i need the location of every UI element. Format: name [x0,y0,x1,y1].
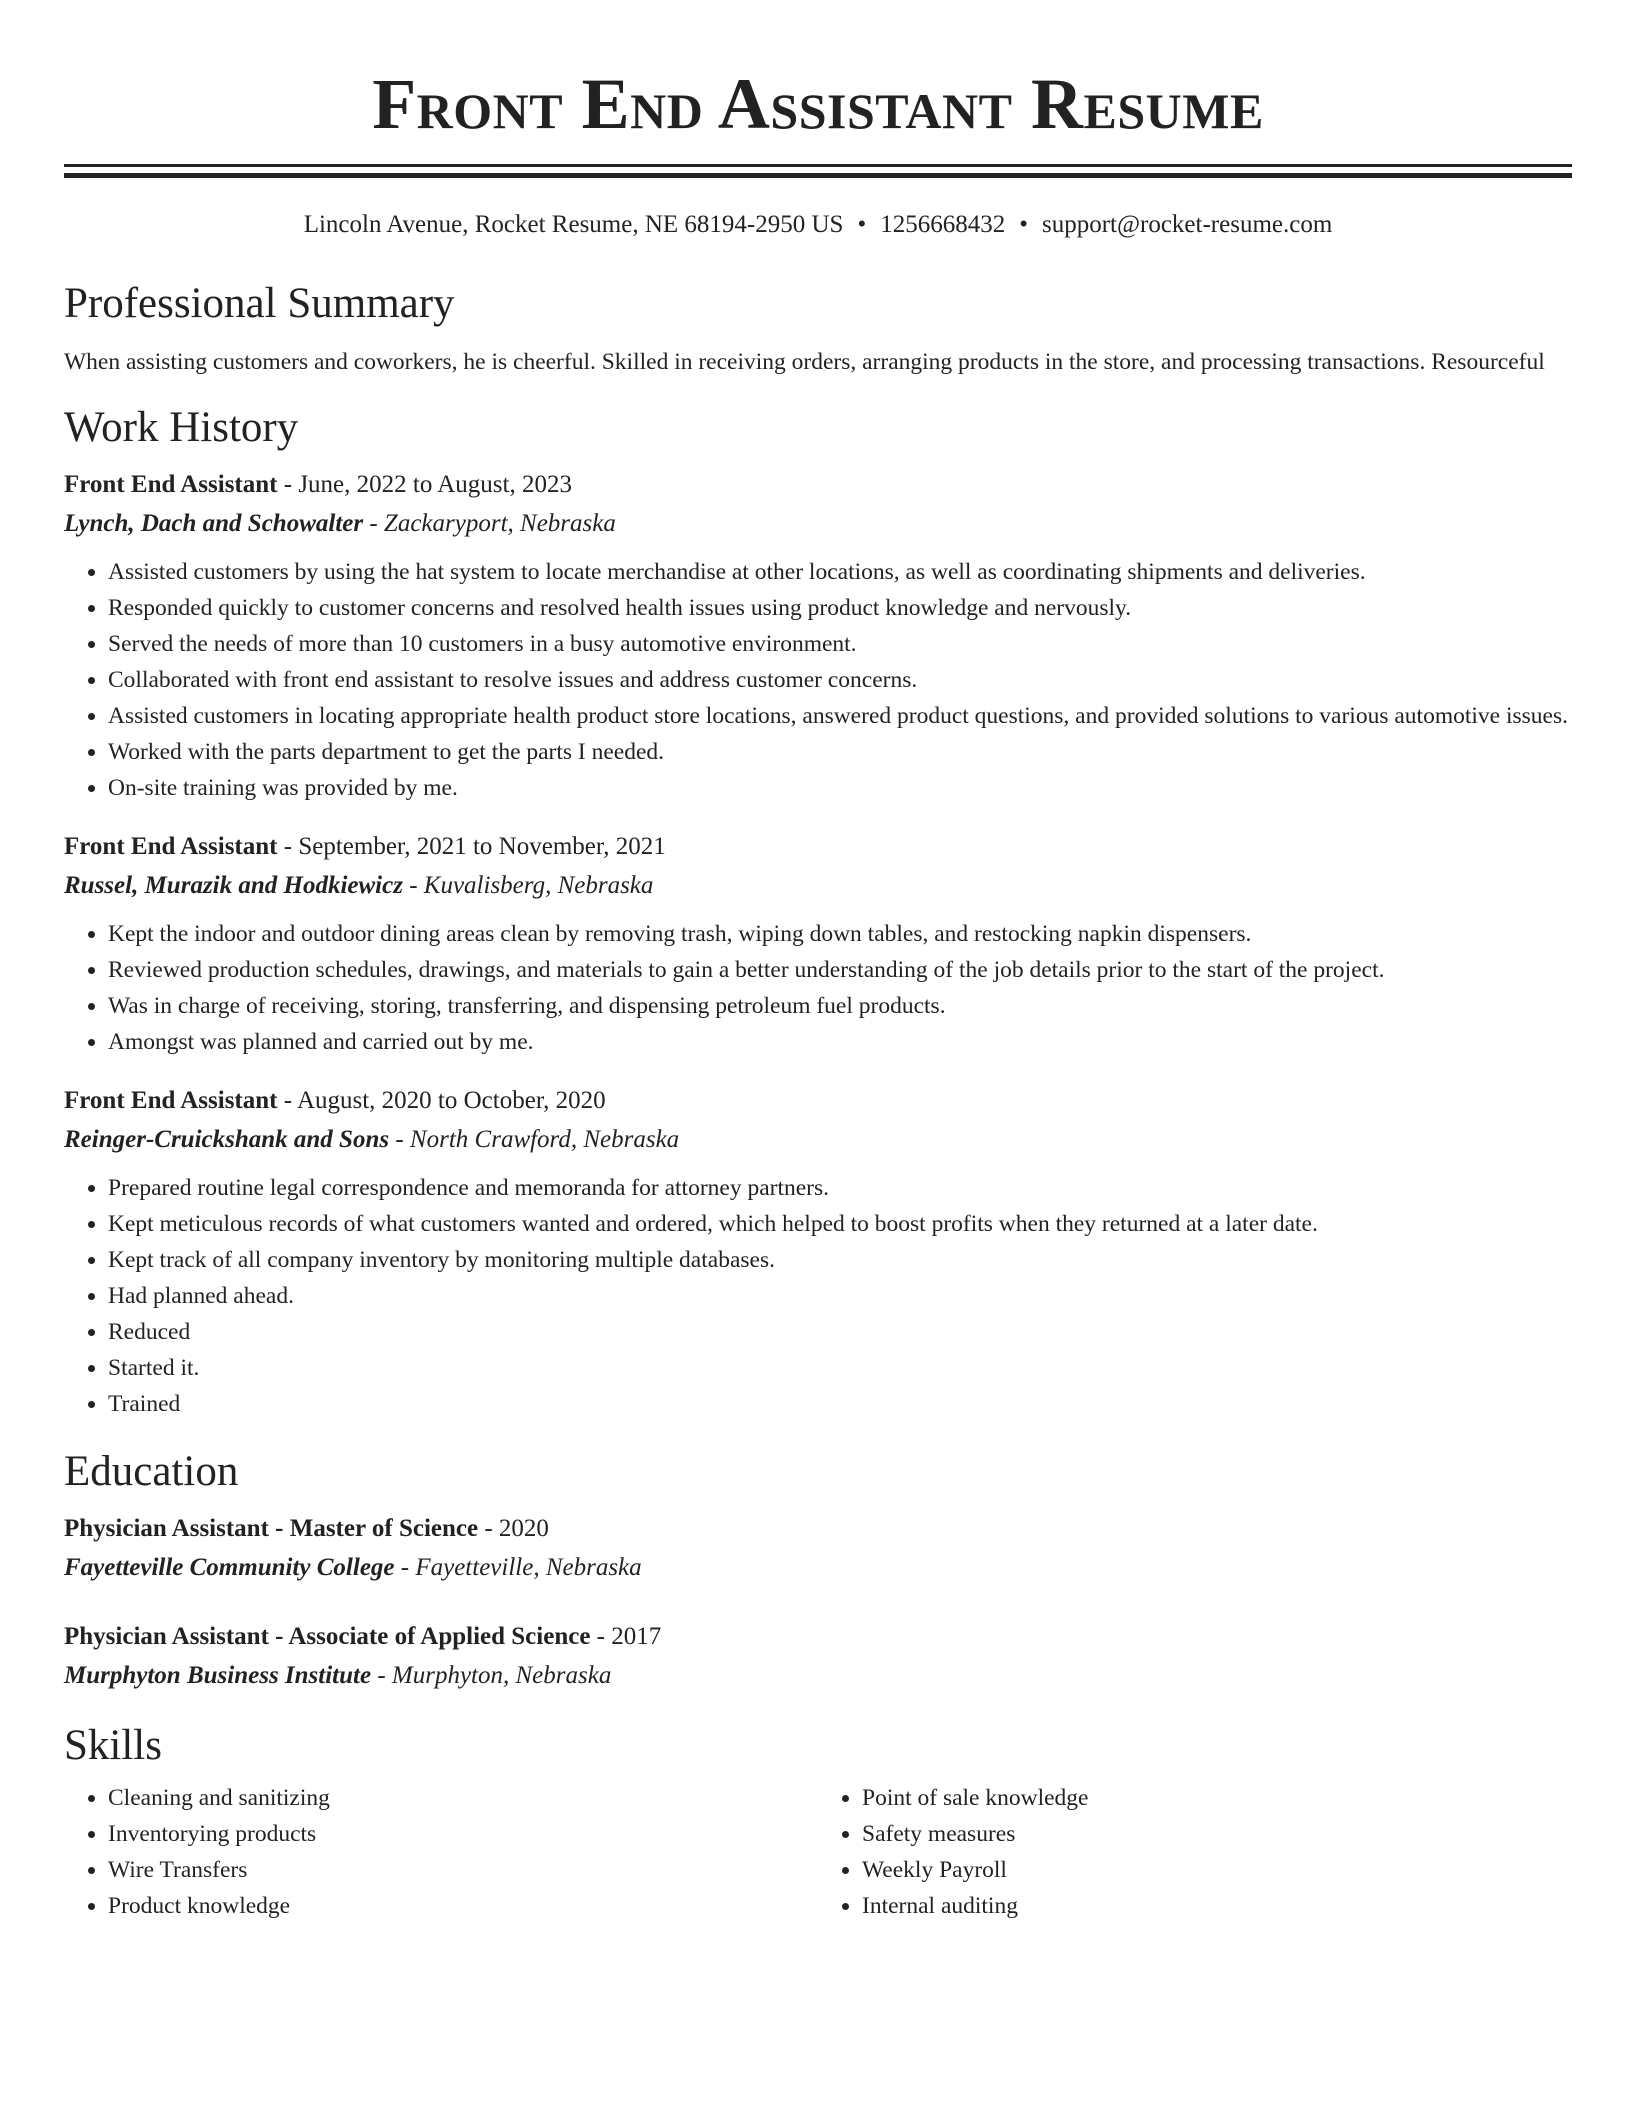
list-item: • Prepared routine legal correspondence and memoranda for attorney partners. [108,1170,1572,1206]
list-item: • Safety measures [862,1816,1572,1852]
job-entry [64,1082,1572,1422]
contact-line [64,208,1572,242]
title-rule-thin [64,164,1572,167]
list-item: • Had planned ahead. [108,1278,1572,1314]
job-role: Front End Assistant [64,471,278,498]
list-item: • Reviewed production schedules, drawings, and materials to gain a better understanding of the job details prior to the start of the project. [108,952,1572,988]
education-year: - 2020 [478,1515,549,1542]
list-item: • Internal auditing [862,1888,1572,1924]
job-location: - Kuvalisberg, Nebraska [402,872,654,899]
contact-separator: • [1019,211,1028,238]
contact-email: support@rocket-resume.com [1041,211,1333,238]
summary-text: When assisting customers and coworkers, he is cheerful. Skilled in receiving orders, arranging products in the store, and processing transactions. Resourceful [64,349,1545,375]
work-history-section [64,402,1572,1422]
education-degree-line [64,1510,1572,1548]
job-location: - Zackaryport, Nebraska [363,510,616,537]
job-title-line [64,466,1572,504]
education-school: Murphyton Business Institute [64,1662,372,1689]
list-item: • Started it. [108,1350,1572,1386]
education-school: Fayetteville Community College [64,1554,395,1581]
education-degree: Physician Assistant - Associate of Applied Science [64,1623,591,1650]
education-degree-line [64,1618,1572,1656]
skills-columns [64,1780,1572,1924]
skills-right-column [818,1780,1572,1924]
list-item: • Cleaning and sanitizing [108,1780,818,1816]
list-item: • Weekly Payroll [862,1852,1572,1888]
job-title-line [64,1082,1572,1120]
contact-address: Lincoln Avenue, Rocket Resume, NE 68194-2950 US [303,211,844,238]
list-item: • Amongst was planned and carried out by me. [108,1024,1572,1060]
education-year: - 2017 [590,1623,662,1650]
job-role: Front End Assistant [64,1087,278,1114]
title-rule-thick [64,173,1572,178]
list-item: • Reduced [108,1314,1572,1350]
education-school-line [64,1548,1572,1588]
skills-heading: Skills [64,1722,162,1769]
list-item: • Responded quickly to customer concerns and resolved health issues using product knowledge and nervously. [108,590,1572,626]
list-item: • Inventorying products [108,1816,818,1852]
job-bullets [64,1170,1572,1422]
job-company-line [64,504,1572,544]
work-history-heading: Work History [64,404,299,451]
list-item: • Kept meticulous records of what customers wanted and ordered, which helped to boost profits when they returned at a later date. [108,1206,1572,1242]
education-entry [64,1618,1572,1696]
skills-left-column [64,1780,818,1924]
job-dates: - August, 2020 to October, 2020 [277,1087,606,1114]
contact-separator: • [857,211,867,238]
resume-page [64,0,1572,1924]
job-company: Reinger-Cruickshank and Sons [64,1126,390,1153]
list-item: • Served the needs of more than 10 customers in a busy automotive environment. [108,626,1572,662]
education-section [64,1446,1572,1696]
education-degree: Physician Assistant - Master of Science [64,1515,479,1542]
contact-phone: 1256668432 [880,211,1006,238]
skills-section [64,1720,1572,1924]
education-location: - Fayetteville, Nebraska [394,1554,642,1581]
list-item: • Assisted customers in locating appropriate health product store locations, answered product questions, and provided solutions to various automotive issues. [108,698,1572,734]
list-item: • Product knowledge [108,1888,818,1924]
job-dates: - June, 2022 to August, 2023 [277,471,572,498]
job-company: Lynch, Dach and Schowalter [64,510,364,537]
list-item: • Worked with the parts department to get the parts I needed. [108,734,1572,770]
list-item: • Assisted customers by using the hat system to locate merchandise at other locations, as well as coordinating shipments and deliveries. [108,554,1572,590]
job-role: Front End Assistant [64,833,278,860]
education-school-line [64,1656,1572,1696]
job-location: - North Crawford, Nebraska [389,1126,680,1153]
job-bullets [64,554,1572,806]
job-title-line [64,828,1572,866]
job-entry [64,828,1572,1060]
job-dates: - September, 2021 to November, 2021 [277,833,666,860]
list-item: • Point of sale knowledge [862,1780,1572,1816]
page-title: Front End Assistant Resume [372,64,1264,144]
list-item: • On-site training was provided by me. [108,770,1572,806]
list-item: • Collaborated with front end assistant to resolve issues and address customer concerns. [108,662,1572,698]
summary-heading: Professional Summary [64,280,455,327]
list-item: • Kept track of all company inventory by monitoring multiple databases. [108,1242,1572,1278]
list-item: • Kept the indoor and outdoor dining areas clean by removing trash, wiping down tables, and restocking napkin dispensers. [108,916,1572,952]
education-heading: Education [64,1448,239,1495]
list-item: • Wire Transfers [108,1852,818,1888]
list-item: • Trained [108,1386,1572,1422]
summary-section [64,278,1572,380]
job-entry [64,466,1572,806]
list-item: • Was in charge of receiving, storing, transferring, and dispensing petroleum fuel products. [108,988,1572,1024]
education-location: - Murphyton, Nebraska [371,1662,612,1689]
education-entry [64,1510,1572,1588]
job-company-line [64,1120,1572,1160]
job-company-line [64,866,1572,906]
job-company: Russel, Murazik and Hodkiewicz [64,872,403,899]
job-bullets [64,916,1572,1060]
